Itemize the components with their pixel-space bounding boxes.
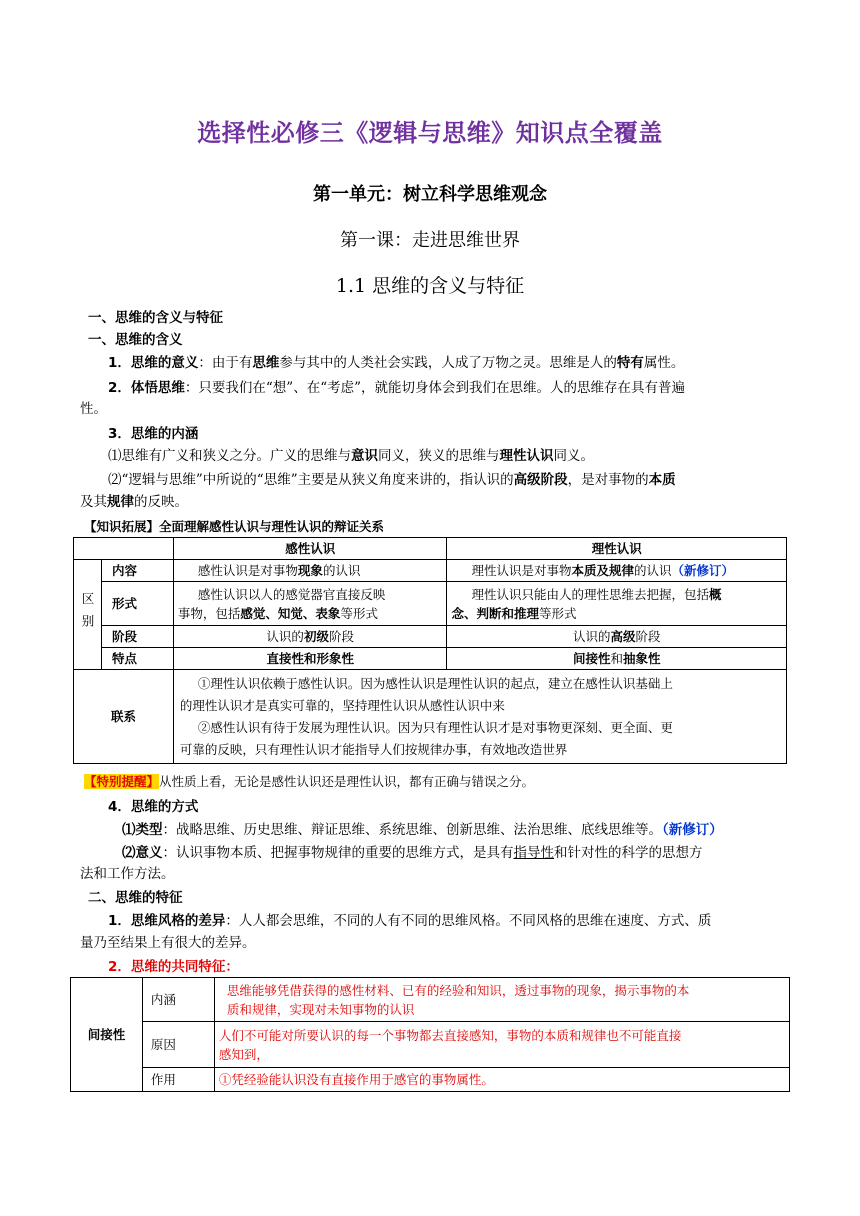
paragraph-types: ⑴类型：战略思维、历史思维、辩证思维、系统思维、创新思维、法治思维、底线思维等。（新修订） — [122, 822, 723, 838]
header-rational: 理性认识 — [447, 538, 787, 560]
indirectness-table — [70, 977, 790, 1092]
lesson-heading: 第一课：走进思维世界 — [340, 230, 520, 251]
cognition-comparison-table — [73, 537, 787, 764]
indirectness-label: 间接性 — [71, 978, 143, 1092]
indirectness-row-connotation — [71, 978, 790, 1022]
row-label-stage: 阶段 — [102, 626, 174, 648]
special-reminder: 【特别提醒】从性质上看，无论是感性认识还是理性认识，都有正确与错误之分。 — [84, 774, 535, 789]
table-row-connection — [74, 670, 787, 764]
cell-perceptual-feature: 直接性和形象性 — [173, 648, 447, 670]
indirectness-row-reason — [71, 1022, 790, 1068]
row-label-form: 形式 — [102, 582, 174, 626]
row-label-connotation: 内涵 — [142, 978, 214, 1022]
paragraph-experience-cont: 性。 — [80, 401, 107, 417]
paragraph-connotation-2: ⑵“逻辑与思维”中所说的“思维”主要是从狭义角度来讲的，指认识的高级阶段，是对事物的本质 — [108, 472, 676, 488]
heading-common-features: 2．思维的共同特征： — [108, 959, 239, 975]
special-reminder-label: 【特别提醒】 — [84, 774, 160, 789]
connection-content: ①理性认识依赖于感性认识。因为感性认识是理性认识的起点，建立在感性认识基础上 的理性认识才是真实可靠的，坚持理性认识从感性认识中来 ②感性认识有待于发展为理性认识。因为只有理性认识才是对事物更深刻、更全面、更 可靠的反映，只有理性认识才能指导人们按规律办事，有效地改造世界 — [173, 670, 786, 764]
table-header-row — [74, 538, 787, 560]
paragraph-significance-modes: ⑵意义：认识事物本质、把握事物规律的重要的思维方式，是具有指导性和针对性的科学的思想方 — [122, 845, 703, 861]
row-label-feature: 特点 — [102, 648, 174, 670]
table-row-feature — [74, 648, 787, 670]
row-label-reason: 原因 — [142, 1022, 214, 1068]
paragraph-connotation-1: ⑴思维有广义和狭义之分。广义的思维与意识同义，狭义的思维与理性认识同义。 — [108, 448, 594, 464]
document-title: 选择性必修三《逻辑与思维》知识点全覆盖 — [197, 119, 663, 147]
paragraph-significance: 1．思维的意义：由于有思维参与其中的人类社会实践，人成了万物之灵。思维是人的特有属性。 — [108, 355, 685, 371]
cell-rational-form: 理性认识只能由人的理性思维去把握，包括概 念、判断和推理等形式 — [447, 582, 787, 626]
paragraph-connotation-3: 及其规律的反映。 — [80, 494, 188, 510]
cell-rational-content: 理性认识是对事物本质及规律的认识（新修订） — [447, 560, 787, 582]
heading-connotation: 3．思维的内涵 — [108, 426, 199, 442]
paragraph-experience: 2．体悟思维：只要我们在“想”、在“考虑”，就能切身体会到我们在思维。人的思维存在具有普遍 — [108, 380, 686, 396]
row-label-function: 作用 — [142, 1068, 214, 1092]
header-perceptual: 感性认识 — [173, 538, 447, 560]
heading-thinking-features: 二、思维的特征 — [88, 890, 183, 906]
cell-function: ①凭经验能认识没有直接作用于感官的事物属性。 — [214, 1068, 789, 1092]
heading-thinking-modes: 4．思维的方式 — [108, 799, 199, 815]
cell-perceptual-form: 感性认识以人的感觉器官直接反映 事物，包括感觉、知觉、表象等形式 — [173, 582, 447, 626]
cell-connotation: 思维能够凭借获得的感性材料、已有的经验和知识，透过事物的现象，揭示事物的本 质和规律，实现对未知事物的认识 — [214, 978, 789, 1022]
heading-meaning-features: 一、思维的含义与特征 — [88, 310, 223, 326]
cell-perceptual-content: 感性认识是对事物现象的认识 — [173, 560, 447, 582]
connection-label: 联系 — [74, 670, 174, 764]
section-heading: 1.1 思维的含义与特征 — [335, 275, 525, 297]
table-row-form — [74, 582, 787, 626]
table-corner-cell — [74, 538, 174, 560]
table-row-content — [74, 560, 787, 582]
table-row-stage — [74, 626, 787, 648]
cell-rational-feature: 间接性和抽象性 — [447, 648, 787, 670]
difference-label: 区别 — [74, 560, 102, 670]
paragraph-style-difference-cont: 量乃至结果上有很大的差异。 — [80, 935, 256, 951]
cell-perceptual-stage: 认识的初级阶段 — [173, 626, 447, 648]
unit-heading: 第一单元：树立科学思维观念 — [313, 184, 547, 205]
indirectness-row-function — [71, 1068, 790, 1092]
heading-meaning: 一、思维的含义 — [88, 332, 183, 348]
cell-rational-stage: 认识的高级阶段 — [447, 626, 787, 648]
row-label-content: 内容 — [102, 560, 174, 582]
paragraph-style-difference: 1．思维风格的差异：人人都会思维，不同的人有不同的思维风格。不同风格的思维在速度、方式、质 — [108, 913, 712, 929]
knowledge-extension-title: 【知识拓展】全面理解感性认识与理性认识的辩证关系 — [84, 519, 385, 534]
paragraph-significance-modes-cont: 法和工作方法。 — [80, 866, 175, 882]
cell-reason: 人们不可能对所要认识的每一个事物都去直接感知，事物的本质和规律也不可能直接 感知到， — [214, 1022, 789, 1068]
